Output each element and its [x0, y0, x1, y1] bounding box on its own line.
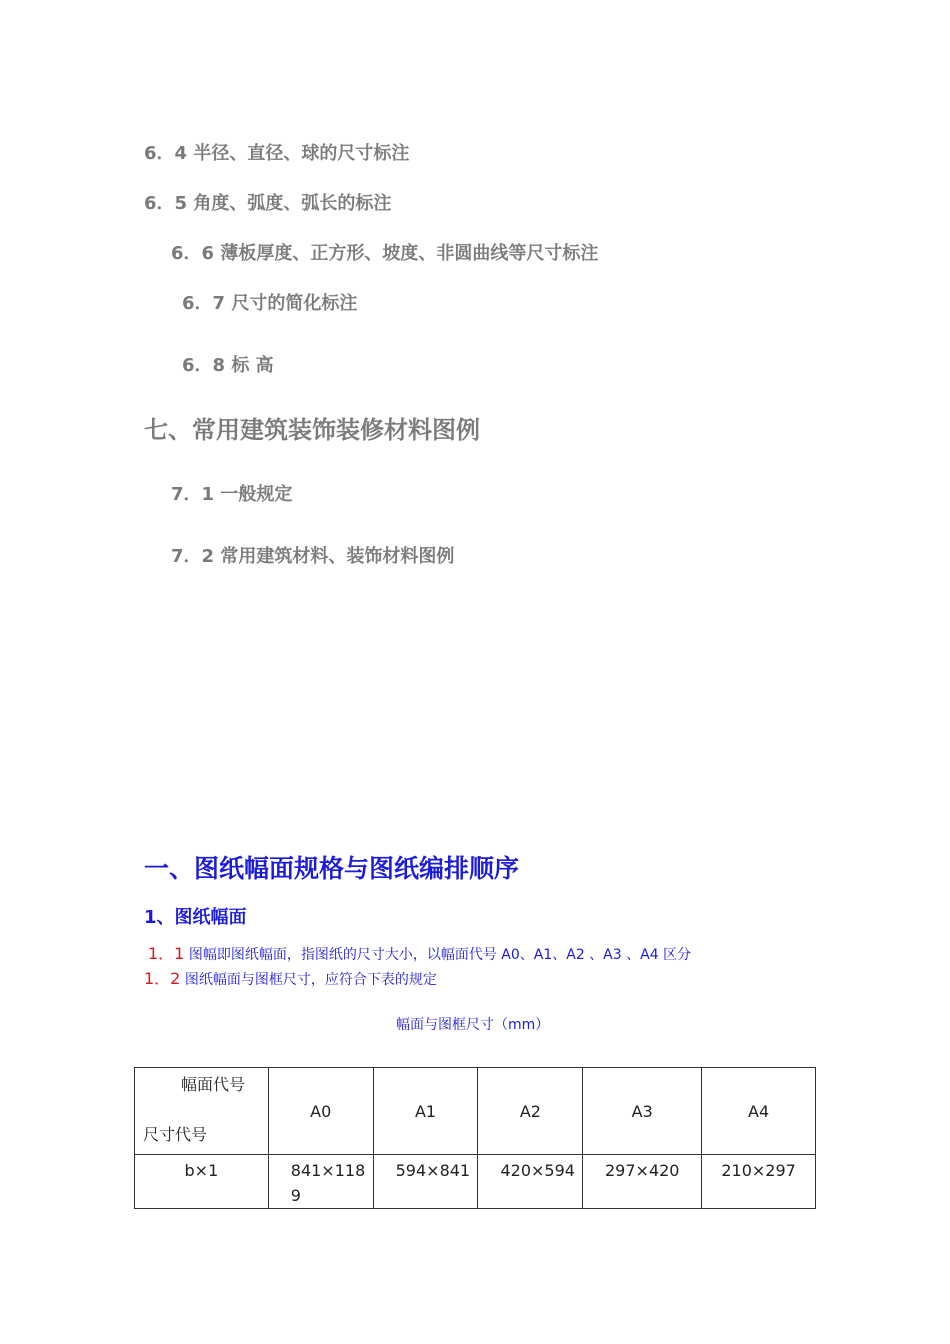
table-cell: 594×841 [373, 1155, 478, 1209]
table-cell: 297×420 [583, 1155, 702, 1209]
paper-size-table [134, 1067, 816, 1209]
toc-item-6-8[interactable]: 6．8 标 高 [182, 355, 274, 376]
table-corner-cell [135, 1068, 269, 1155]
table-header-cell: A4 [702, 1068, 816, 1155]
corner-label-dimension: 尺寸代号 [143, 1125, 208, 1144]
paragraph-text: 图纸幅面与图框尺寸，应符合下表的规定 [184, 972, 437, 988]
table-header-row [135, 1068, 816, 1155]
toc-item-chapter-7[interactable]: 七、常用建筑装饰装修材料图例 [144, 416, 480, 444]
section-title: 一、图纸幅面规格与图纸编排顺序 [144, 854, 520, 883]
paragraph-number: 1．2 [144, 969, 181, 988]
section-subtitle: 1、图纸幅面 [144, 907, 247, 928]
table-header-cell: A3 [583, 1068, 702, 1155]
table-row-label: b×1 [135, 1155, 269, 1209]
table-row [135, 1155, 816, 1209]
table-header-cell: A0 [268, 1068, 373, 1155]
toc-item-6-4[interactable]: 6．4 半径、直径、球的尺寸标注 [144, 143, 410, 164]
table-header-cell: A1 [373, 1068, 478, 1155]
paragraph-number: 1．1 [148, 944, 185, 963]
table-cell: 841×1189 [268, 1155, 373, 1209]
toc-item-6-6[interactable]: 6．6 薄板厚度、正方形、坡度、非圆曲线等尺寸标注 [171, 243, 599, 264]
toc-item-6-5[interactable]: 6．5 角度、弧度、弧长的标注 [144, 193, 392, 214]
paragraph-1-2 [144, 966, 437, 989]
table-caption: 幅面与图框尺寸（mm） [396, 1017, 550, 1033]
toc-item-7-2[interactable]: 7．2 常用建筑材料、装饰材料图例 [171, 546, 455, 567]
toc-item-6-7[interactable]: 6．7 尺寸的简化标注 [182, 293, 358, 314]
table-header-cell: A2 [478, 1068, 583, 1155]
paragraph-text: 图幅即图纸幅面，指图纸的尺寸大小，以幅面代号 A0、A1、A2 、A3 、A4 区分 [188, 947, 692, 963]
table-cell: 210×297 [702, 1155, 816, 1209]
table-cell: 420×594 [478, 1155, 583, 1209]
corner-label-format: 幅面代号 [181, 1075, 246, 1094]
paragraph-1-1 [148, 941, 691, 964]
toc-item-7-1[interactable]: 7．1 一般规定 [171, 484, 293, 505]
